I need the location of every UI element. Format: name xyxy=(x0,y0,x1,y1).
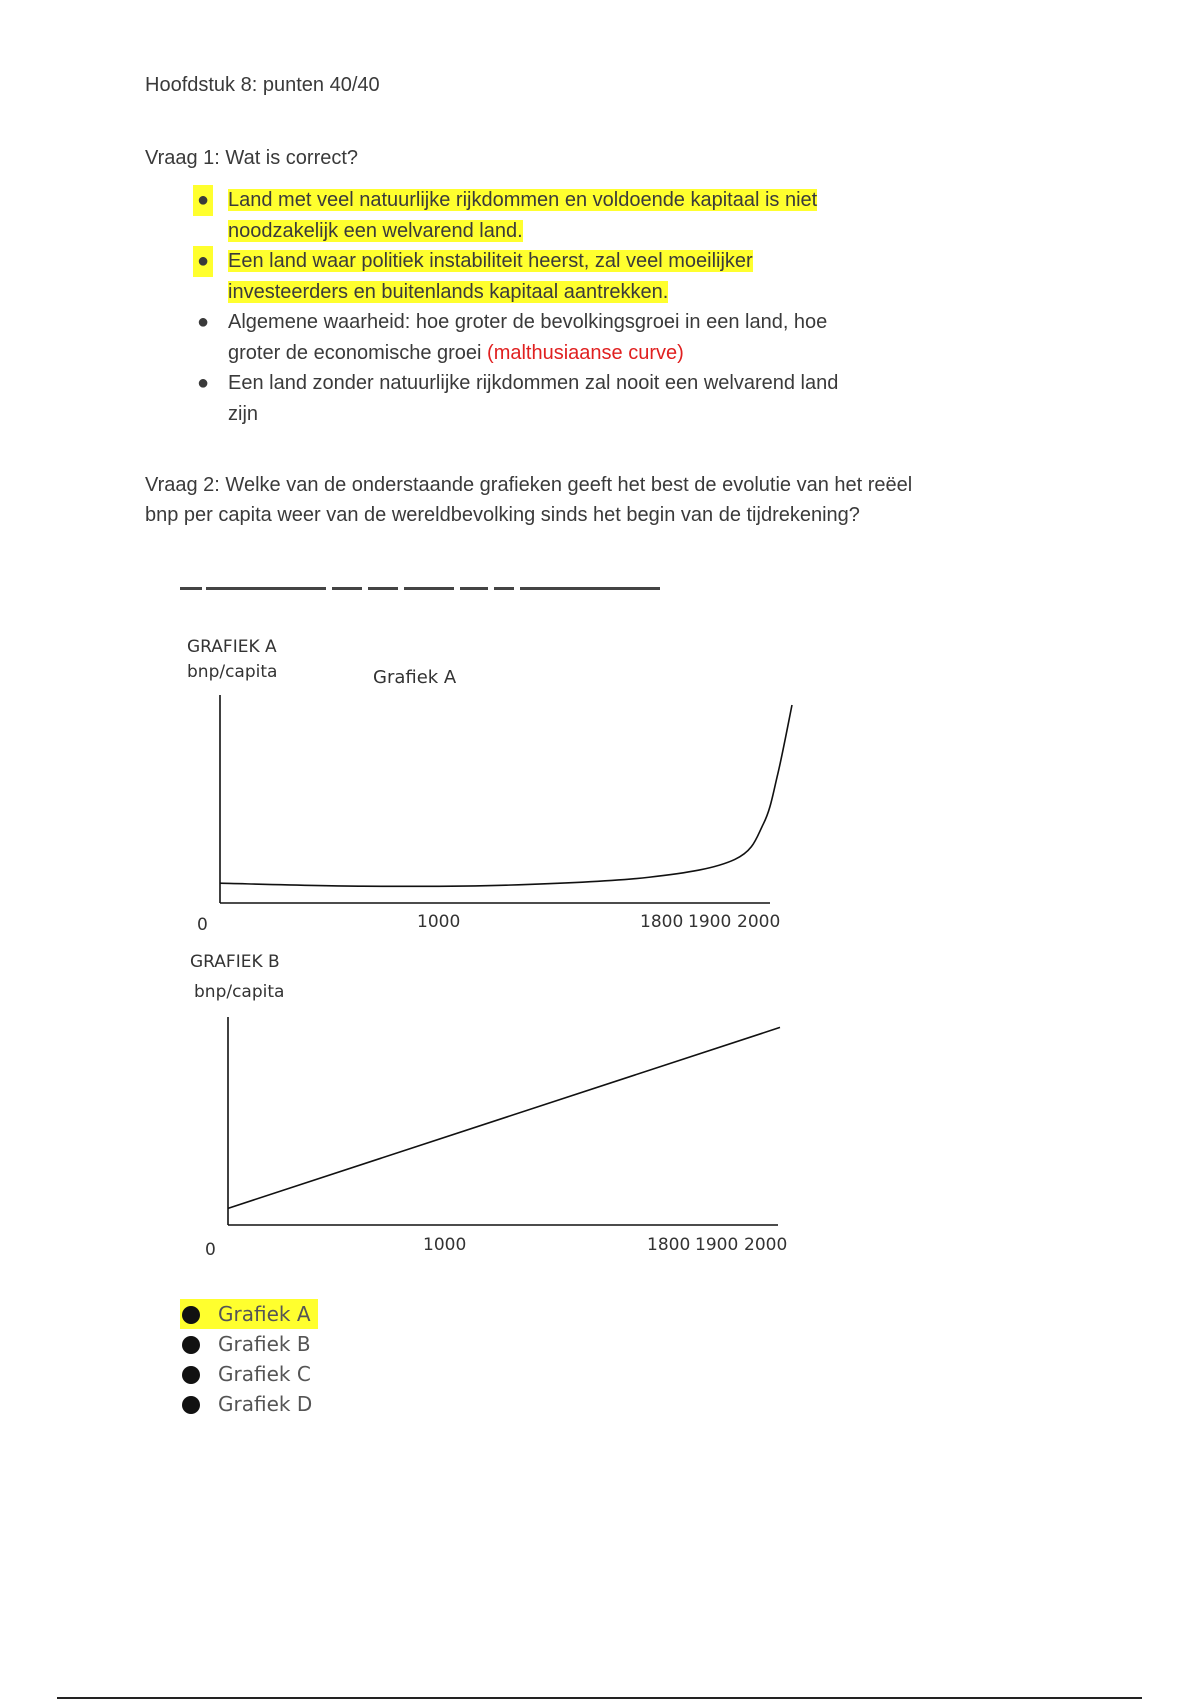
chart-b-tick-1800: 1800 xyxy=(647,1235,691,1255)
chart-a-tick-1900: 1900 xyxy=(688,912,732,932)
chart-a-tick-2000: 2000 xyxy=(737,912,781,932)
question-1 xyxy=(145,143,358,173)
question-2-label: Vraag 2: xyxy=(145,474,220,496)
bullet-icon xyxy=(182,1306,200,1324)
bullet-icon: ● xyxy=(196,372,210,394)
chart-b-tick-1000: 1000 xyxy=(423,1235,467,1255)
chart-b xyxy=(180,945,800,1265)
q2-answer-a-label: Grafiek A xyxy=(218,1302,311,1326)
bullet-icon xyxy=(182,1366,200,1384)
q1-option-4-line1: Een land zonder natuurlijke rijkdommen zal nooit een welvarend land xyxy=(228,372,839,394)
question-1-options xyxy=(196,185,1008,429)
chart-a-tick-1800: 1800 xyxy=(640,912,684,932)
chart-b-tick-1900: 1900 xyxy=(695,1235,739,1255)
chart-a-origin-label: 0 xyxy=(197,915,208,935)
page-title: Hoofdstuk 8: punten 40/40 xyxy=(145,74,380,96)
q1-option-2 xyxy=(196,246,1008,307)
q1-option-3 xyxy=(196,307,1008,368)
q1-option-3-note: (malthusiaanse curve) xyxy=(487,341,684,364)
question-2-line2: bnp per capita weer van de wereldbevolking sinds het begin van de tijdrekening? xyxy=(145,504,860,526)
q1-option-2-line2: investeerders en buitenlands kapitaal aantrekken. xyxy=(228,280,669,303)
chart-a-series-line xyxy=(220,705,792,886)
q1-option-1 xyxy=(196,185,1008,246)
question-2-line1: Welke van de onderstaande grafieken geeft het best de evolutie van het reëel xyxy=(219,474,913,496)
question-1-label: Vraag 1: xyxy=(145,147,220,169)
q2-answer-c-label: Grafiek C xyxy=(218,1362,311,1386)
chart-b-origin-label: 0 xyxy=(205,1240,216,1260)
bullet-icon: ● xyxy=(193,246,213,277)
q1-option-3-line1: Algemene waarheid: hoe groter de bevolkingsgroei in een land, hoe xyxy=(228,311,828,333)
q2-answer-a[interactable] xyxy=(218,1299,312,1329)
page-bottom-rule xyxy=(57,1697,1142,1699)
q1-option-1-line1: Land met veel natuurlijke rijkdommen en voldoende kapitaal is niet xyxy=(228,189,818,211)
chart-a-ylabel: bnp/capita xyxy=(187,662,278,682)
q1-option-1-line2: noodzakelijk een welvarend land. xyxy=(228,219,523,242)
cropped-text-fragment xyxy=(180,583,720,596)
q2-answer-d[interactable] xyxy=(218,1389,312,1419)
q1-option-2-line1: Een land waar politiek instabiliteit heerst, zal veel moeilijker xyxy=(228,250,753,272)
bullet-icon xyxy=(182,1336,200,1354)
q2-answer-d-label: Grafiek D xyxy=(218,1392,313,1416)
chart-b-title: GRAFIEK B xyxy=(190,952,280,972)
cropped-text-strokes xyxy=(180,583,720,596)
q1-option-4 xyxy=(196,368,1008,429)
chart-b-tick-2000: 2000 xyxy=(744,1235,788,1255)
bullet-icon: ● xyxy=(193,185,213,216)
q1-option-4-line2: zijn xyxy=(228,402,259,425)
question-2-answers xyxy=(218,1299,312,1419)
q1-option-3-line2: groter de economische groei xyxy=(228,341,488,364)
q2-answer-c[interactable] xyxy=(218,1359,312,1389)
chart-b-series-line xyxy=(228,1027,780,1208)
question-1-text: Wat is correct? xyxy=(219,147,359,169)
chart-a-tick-1000: 1000 xyxy=(417,912,461,932)
bullet-icon: ● xyxy=(196,311,210,333)
chart-b-ylabel: bnp/capita xyxy=(194,982,285,1002)
chart-a-title: GRAFIEK A xyxy=(187,637,277,657)
chart-a xyxy=(180,630,800,940)
q2-answer-b[interactable] xyxy=(218,1329,312,1359)
question-2 xyxy=(145,470,1095,530)
chart-a-subtitle: Grafiek A xyxy=(373,667,457,688)
q2-answer-b-label: Grafiek B xyxy=(218,1332,311,1356)
bullet-icon xyxy=(182,1396,200,1414)
